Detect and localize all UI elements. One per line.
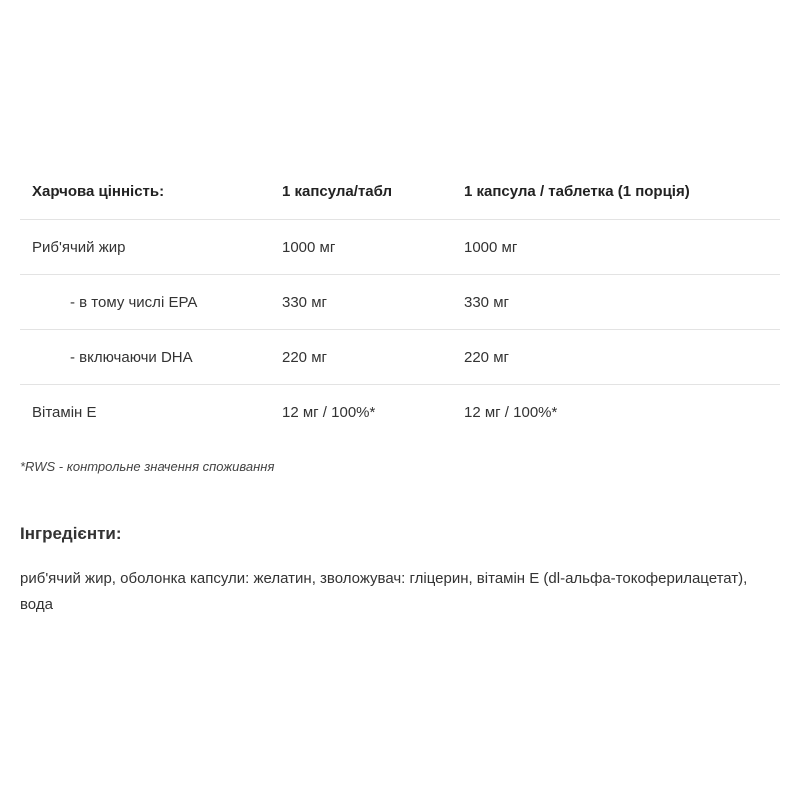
row-name: - в тому числі EPA (20, 275, 270, 330)
rws-footnote: *RWS - контрольне значення споживання (20, 459, 275, 474)
header-nutrition-value: Харчова цінність: (20, 163, 270, 220)
row-value-per-serving: 220 мг (452, 330, 780, 385)
nutrition-table (20, 163, 780, 439)
row-name: - включаючи DHA (20, 330, 270, 385)
row-value-per-serving: 12 мг / 100%* (464, 403, 558, 421)
row-value-per-capsule: 1000 мг (270, 220, 452, 275)
ingredients-text: риб'ячий жир, оболонка капсули: желатин, зволожувач: гліцерин, вітамін Е (dl-альфа-токоферилацетат), вода (20, 570, 748, 613)
ingredients-heading: Інгредієнти: (20, 524, 122, 543)
row-name: Риб'ячий жир (20, 220, 270, 275)
row-value-per-capsule: 330 мг (270, 275, 452, 330)
table-row (20, 330, 780, 385)
table-header-row (20, 163, 780, 220)
row-value-per-capsule: 220 мг (270, 330, 452, 385)
table-row (20, 385, 780, 440)
table-row (20, 275, 780, 330)
row-name: Вітамін Е (32, 403, 97, 421)
row-value-per-capsule: 12 мг / 100%* (282, 403, 376, 421)
header-per-capsule: 1 капсула/табл (270, 163, 452, 220)
row-value-per-serving: 330 мг (452, 275, 780, 330)
table-row (20, 220, 780, 275)
header-per-serving: 1 капсула / таблетка (1 порція) (452, 163, 780, 220)
row-value-per-serving: 1000 мг (452, 220, 780, 275)
